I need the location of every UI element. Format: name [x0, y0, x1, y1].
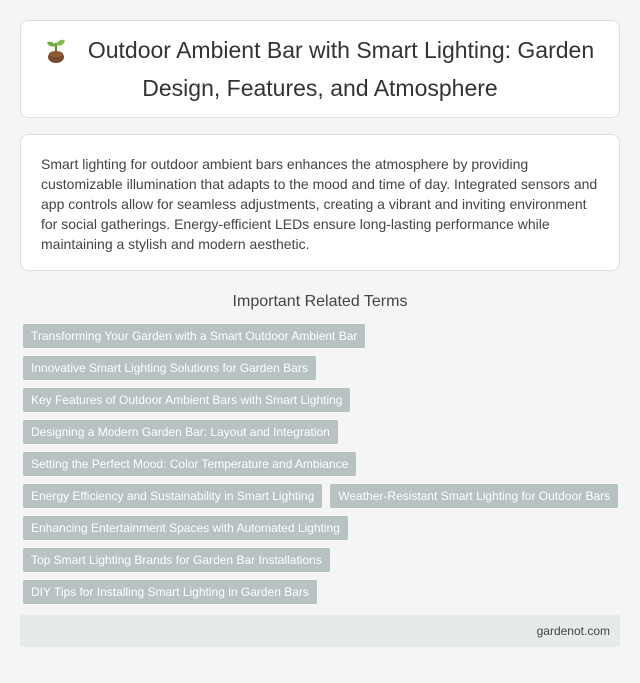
footer [20, 615, 620, 647]
related-term-tag[interactable]: Innovative Smart Lighting Solutions for Garden Bars [23, 356, 316, 380]
page-title [41, 34, 599, 104]
related-terms-list [20, 324, 620, 604]
related-term-tag[interactable]: Transforming Your Garden with a Smart Outdoor Ambient Bar [23, 324, 365, 348]
sprout-icon [46, 38, 66, 72]
related-term-tag[interactable]: Key Features of Outdoor Ambient Bars with Smart Lighting [23, 388, 350, 412]
footer-site-link[interactable]: gardenot.com [536, 624, 610, 638]
related-term-tag[interactable]: Designing a Modern Garden Bar: Layout and Integration [23, 420, 338, 444]
description-card [20, 134, 620, 271]
related-term-tag[interactable]: Energy Efficiency and Sustainability in Smart Lighting [23, 484, 322, 508]
related-terms-heading: Important Related Terms [232, 293, 408, 310]
page-title-text: Outdoor Ambient Bar with Smart Lighting: Garden Design, Features, and Atmosphere [87, 37, 595, 101]
title-card [20, 20, 620, 118]
description-text: Smart lighting for outdoor ambient bars enhances the atmosphere by providing customizable illumination that adapts to the mood and time of day. Integrated sensors and app controls allow for seamless adjustments, creating a vibrant and inviting environment for social gatherings. Energy-efficient LEDs ensure long-lasting performance while maintaining a stylish and modern aesthetic. [41, 156, 598, 252]
related-term-tag[interactable]: Top Smart Lighting Brands for Garden Bar Installations [23, 548, 330, 572]
related-term-tag[interactable]: Weather-Resistant Smart Lighting for Outdoor Bars [330, 484, 618, 508]
related-term-tag[interactable]: DIY Tips for Installing Smart Lighting in Garden Bars [23, 580, 317, 604]
related-term-tag[interactable]: Enhancing Entertainment Spaces with Automated Lighting [23, 516, 348, 540]
related-term-tag[interactable]: Setting the Perfect Mood: Color Temperature and Ambiance [23, 452, 356, 476]
